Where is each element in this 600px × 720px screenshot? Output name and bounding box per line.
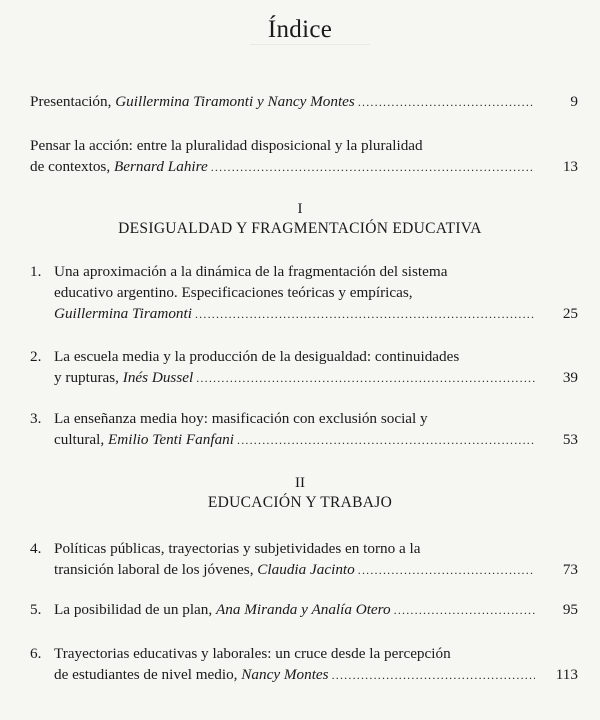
entry-number: 4. <box>30 540 42 557</box>
entry-page-number: 95 <box>562 601 578 618</box>
entry-author: Guillermina Tiramonti <box>54 305 192 322</box>
toc-entry-pensar-la-accion <box>30 135 578 178</box>
bleed-through <box>250 44 370 45</box>
entry-text: Una aproximación a la dinámica de la fragmentación del sistema <box>54 263 448 280</box>
entry-page-number: 13 <box>562 158 578 175</box>
toc-entry-1 <box>30 261 578 325</box>
entry-page-number: 25 <box>562 305 578 322</box>
section-number: II <box>295 475 305 491</box>
entry-number: 5. <box>30 601 42 618</box>
entry-text: transición laboral de los jóvenes, <box>54 561 258 578</box>
dot-leader <box>211 157 535 178</box>
entry-page-number: 9 <box>570 93 578 110</box>
toc-entry-3 <box>30 408 578 451</box>
toc-entry-4 <box>30 538 578 581</box>
entry-number: 3. <box>30 410 42 427</box>
entry-text: Políticas públicas, trayectorias y subjetividades en torno a la <box>54 540 421 557</box>
entry-text: y rupturas, <box>54 369 123 386</box>
entry-text: de contextos, <box>30 158 114 175</box>
entry-text: Trayectorias educativas y laborales: un cruce desde la percepción <box>54 645 451 662</box>
entry-author: Ana Miranda y Analía Otero <box>215 601 391 618</box>
entry-page-number: 53 <box>562 431 578 448</box>
entry-page-number: 73 <box>562 561 578 578</box>
dot-leader <box>332 665 535 686</box>
entry-author: Inés Dussel <box>122 369 194 386</box>
entry-text: de estudiantes de nivel medio, <box>54 666 242 683</box>
toc-entry-6 <box>30 643 578 686</box>
dot-leader <box>358 560 535 581</box>
entry-page-number: 113 <box>555 666 578 683</box>
toc-entry-2 <box>30 346 578 389</box>
entry-text: La posibilidad de un plan, <box>54 601 216 618</box>
dot-leader <box>237 430 535 451</box>
section-title: EDUCACIÓN Y TRABAJO <box>207 494 393 511</box>
toc-entry-presentacion <box>30 91 578 113</box>
section-title: DESIGUALDAD Y FRAGMENTACIÓN EDUCATIVA <box>118 220 482 237</box>
section-number: I <box>297 201 303 217</box>
entry-author: Claudia Jacinto <box>257 561 355 578</box>
page-title: Índice <box>267 16 333 43</box>
entry-author: Guillermina Tiramonti y Nancy Montes <box>115 93 355 110</box>
entry-number: 6. <box>30 645 42 662</box>
dot-leader <box>358 92 535 113</box>
entry-text: Pensar la acción: entre la pluralidad disposicional y la pluralidad <box>30 137 423 154</box>
dot-leader <box>394 600 535 621</box>
entry-author: Emilio Tenti Fanfani <box>107 431 234 448</box>
dot-leader <box>196 368 535 389</box>
entry-number: 2. <box>30 348 42 365</box>
entry-text: educativo argentino. Especificaciones teóricas y empíricas, <box>54 284 413 301</box>
toc-entry-5 <box>30 599 578 621</box>
entry-number: 1. <box>30 263 42 280</box>
entry-text: Presentación, <box>30 93 116 110</box>
entry-author: Nancy Montes <box>241 666 329 683</box>
dot-leader <box>195 304 535 325</box>
entry-author: Bernard Lahire <box>113 158 208 175</box>
entry-text: La escuela media y la producción de la desigualdad: continuidades <box>54 348 460 365</box>
entry-text: cultural, <box>54 431 108 448</box>
entry-text: La enseñanza media hoy: masificación con exclusión social y <box>54 410 428 427</box>
entry-page-number: 39 <box>562 369 578 386</box>
